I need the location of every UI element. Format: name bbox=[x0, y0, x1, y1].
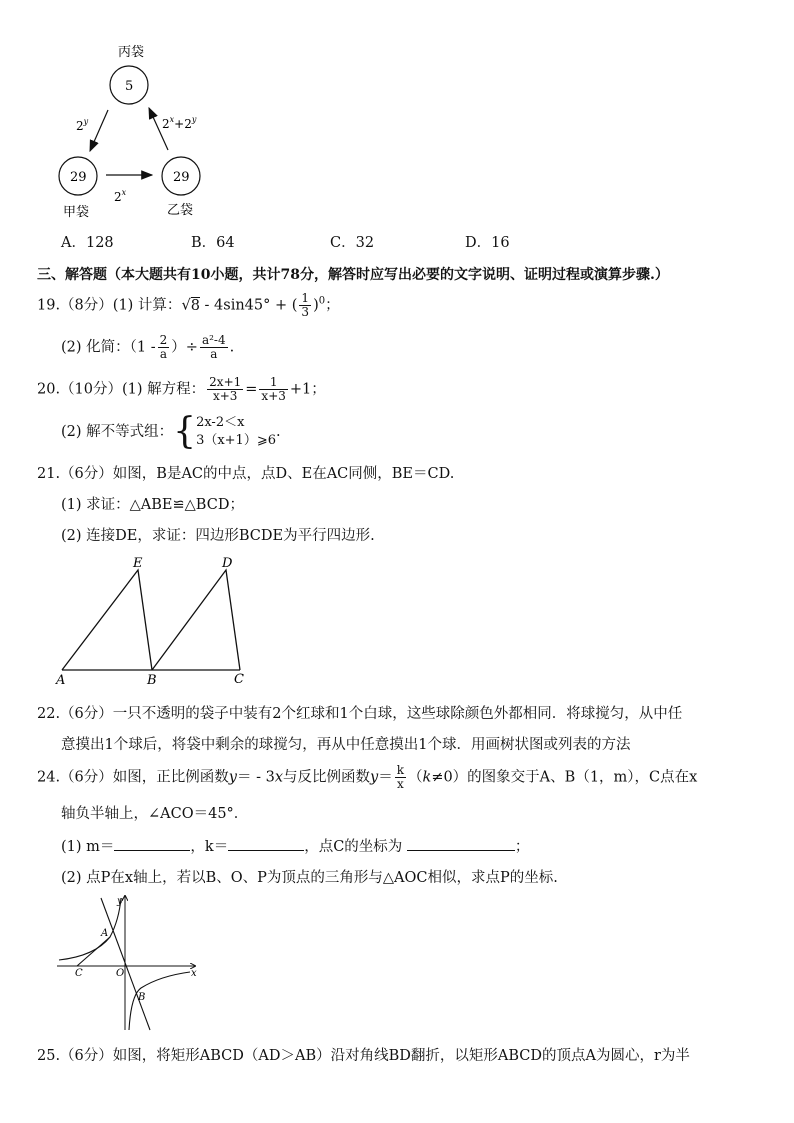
choice-c: C．32 bbox=[330, 235, 375, 251]
point-a-label: A bbox=[101, 928, 109, 939]
bag-left-label: 甲袋 bbox=[63, 205, 90, 220]
label-d: D bbox=[222, 556, 233, 571]
q25-line1: 25.（6分）如图，将矩形ABCD（AD＞AB）沿对角线BD翻折，以矩形ABCD的顶点A为圆心，r为半 bbox=[37, 1048, 690, 1064]
q24-part1: (1) m＝ ，k＝ ，点C的坐标为 ； bbox=[61, 835, 529, 856]
q19-line2: (2) 化简：（1 - $\frac{2}{a}$ ）÷ $\frac{\text{a²-4}}{a}$ . bbox=[61, 333, 235, 361]
y-axis-label: y bbox=[117, 896, 123, 907]
q22-line1: 22.（6分）一只不透明的袋子中装有2个红球和1个白球，这些球除颜色外都相同．将球搅匀，从中任 bbox=[37, 706, 683, 722]
q21-triangles-figure bbox=[50, 552, 260, 687]
line-ca bbox=[77, 937, 110, 966]
triangle-abe bbox=[62, 570, 152, 670]
bag-top-value: 5 bbox=[125, 79, 134, 94]
bag-left-value: 29 bbox=[70, 170, 87, 185]
origin-label: O bbox=[116, 968, 125, 979]
q24-function-graph bbox=[55, 890, 205, 1035]
arrow-bottom-label: 2$^x$ bbox=[114, 188, 127, 204]
blank-m[interactable] bbox=[114, 836, 190, 851]
q20-line2: (2) 解不等式组：{ 2x-2＜x 3（x+1）⩾6 . bbox=[61, 411, 281, 452]
q20-line1: 20.（10分）(1) 解方程： $\frac{2x+1}{x+3}$ = $\frac{1}{x+3}$ +1； bbox=[37, 375, 326, 403]
triangle-bcd bbox=[152, 570, 240, 670]
point-c-label: C bbox=[75, 968, 83, 979]
q21-line1: 21.（6分）如图，B是AC的中点，点D、E在AC同侧，BE＝CD. bbox=[37, 466, 455, 482]
q22-line2: 意摸出1个球后，将袋中剩余的球搅匀，再从中任意摸出1个球．用画树状图或列表的方法 bbox=[61, 737, 631, 753]
q24-line2: 轴负半轴上，∠ACO＝45°． bbox=[61, 806, 249, 822]
hyperbola-branch-left bbox=[59, 898, 121, 960]
arrow-left-label: 2$^y$ bbox=[76, 117, 89, 133]
blank-c-coord[interactable] bbox=[407, 836, 515, 851]
label-c: C bbox=[234, 672, 244, 687]
label-b: B bbox=[147, 673, 157, 687]
bag-top-label: 丙袋 bbox=[118, 45, 145, 60]
section-heading: 三、解答题（本大题共有10小题，共计78分，解答时应写出必要的文字说明、证明过程或演算步骤.） bbox=[37, 267, 669, 283]
label-e: E bbox=[133, 556, 143, 571]
q24-line1: 24.（6分）如图，正比例函数y＝ - 3x与反比例函数y＝ $\frac{k}{x}$ （k≠0）的图象交于A、B（1，m），C点在x bbox=[37, 763, 698, 791]
choice-d: D．16 bbox=[465, 235, 510, 251]
choice-b: B．64 bbox=[191, 235, 235, 251]
label-a: A bbox=[56, 673, 66, 687]
bag-cycle-diagram bbox=[40, 38, 240, 228]
q21-part2: (2) 连接DE，求证：四边形BCDE为平行四边形. bbox=[61, 528, 375, 544]
choice-a: A．128 bbox=[61, 235, 114, 251]
q24-part2: (2) 点P在x轴上，若以B、O、P为顶点的三角形与△AOC相似，求点P的坐标. bbox=[61, 870, 558, 886]
q21-part1: (1) 求证：△ABE≌△BCD； bbox=[61, 497, 244, 513]
bag-right-value: 29 bbox=[173, 170, 190, 185]
bag-right-label: 乙袋 bbox=[167, 203, 194, 218]
arrow-right-label: $2^x+2^y$ bbox=[162, 115, 197, 131]
blank-k[interactable] bbox=[228, 836, 304, 851]
x-axis-label: x bbox=[191, 968, 197, 979]
arrow-top-to-left bbox=[90, 110, 108, 151]
point-b-label: B bbox=[138, 992, 146, 1003]
q19-line1: 19.（8分）(1) 计算：√8 - 4sin45° + ( $\frac{1}{3}$ )$^0$； bbox=[37, 291, 340, 319]
